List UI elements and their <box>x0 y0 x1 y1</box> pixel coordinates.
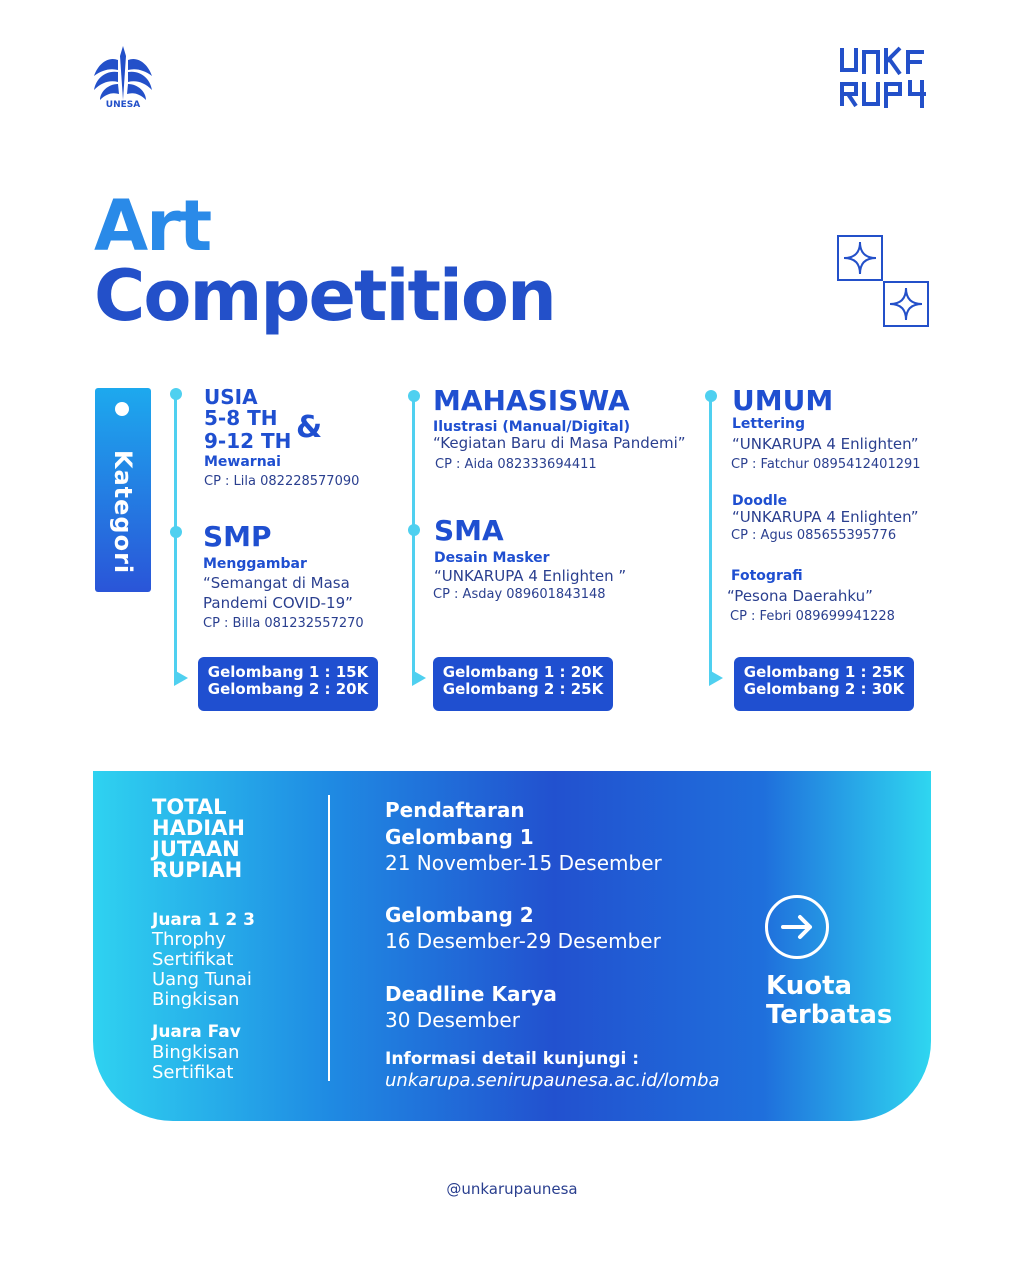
unesa-logo-text: UNESA <box>105 100 141 110</box>
unkarupa-logo-icon <box>838 44 934 112</box>
fav-item: Sertifikat <box>152 1062 234 1083</box>
fav-item: Bingkisan <box>152 1042 240 1063</box>
title-art: Art <box>94 185 211 267</box>
price-g2: Gelombang 2 : 25K <box>442 680 604 698</box>
juara-head: Juara 1 2 3 <box>152 910 255 930</box>
price-g1: Gelombang 1 : 15K <box>207 663 369 681</box>
usia-range-1: 5-8 TH <box>204 406 278 430</box>
info-url-link[interactable]: unkarupa.senirupaunesa.ac.id/lomba <box>385 1070 720 1091</box>
timeline-dot <box>408 524 420 536</box>
usia-range-2: 9-12 TH <box>204 429 292 453</box>
juara-item: Uang Tunai <box>152 969 252 990</box>
smp-cp: CP : Billa 081232557270 <box>203 616 364 631</box>
juara-item: Throphy <box>152 929 226 950</box>
price-g2: Gelombang 2 : 20K <box>207 680 369 698</box>
unkarupa-logo <box>838 44 934 112</box>
price-g2: Gelombang 2 : 30K <box>743 680 905 698</box>
sma-heading: SMA <box>434 514 504 547</box>
prize-head-4: RUPIAH <box>152 858 243 882</box>
timeline-arrow-icon <box>174 670 188 686</box>
juara-item: Bingkisan <box>152 989 240 1010</box>
kuota-label <box>766 972 892 1030</box>
lettering-cp: CP : Fatchur 0895412401291 <box>731 457 921 472</box>
price-box-2 <box>433 657 613 711</box>
timeline-arrow-icon <box>412 670 426 686</box>
price-box-1 <box>198 657 378 711</box>
title-competition: Competition <box>94 255 555 337</box>
arrow-right-icon <box>768 898 826 956</box>
mahasiswa-sub: Ilustrasi (Manual/Digital) <box>433 419 631 435</box>
lettering-theme: “UNKARUPA 4 Enlighten” <box>732 435 919 453</box>
kategori-label: Kategori <box>109 449 137 575</box>
doodle-sub: Doodle <box>732 493 788 509</box>
juara-item: Sertifikat <box>152 949 234 970</box>
sparkle-icon <box>836 234 932 330</box>
timeline-dot <box>170 526 182 538</box>
gelombang2-head: Gelombang 2 <box>385 903 534 927</box>
mahasiswa-heading: MAHASISWA <box>433 384 630 417</box>
timeline-dot <box>170 388 182 400</box>
smp-theme-2: Pandemi COVID-19” <box>203 594 353 612</box>
arrow-right-button[interactable] <box>765 895 829 959</box>
mahasiswa-cp: CP : Aida 082333694411 <box>435 457 597 472</box>
doodle-cp: CP : Agus 085655395776 <box>731 528 897 543</box>
usia-cp: CP : Lila 082228577090 <box>204 474 360 489</box>
timeline-line-3 <box>709 392 712 678</box>
doodle-theme: “UNKARUPA 4 Enlighten” <box>732 508 919 526</box>
sma-sub: Desain Masker <box>434 550 550 566</box>
kuota-line-1: Kuota <box>766 971 853 1001</box>
smp-theme-1: “Semangat di Masa <box>203 574 350 592</box>
timeline-dot <box>705 390 717 402</box>
price-g1: Gelombang 1 : 25K <box>743 663 905 681</box>
usia-ampersand: & <box>296 410 323 445</box>
unesa-logo <box>88 42 158 114</box>
deadline-date: 30 Desember <box>385 1008 520 1032</box>
fav-head: Juara Fav <box>152 1022 241 1042</box>
mahasiswa-theme: “Kegiatan Baru di Masa Pandemi” <box>433 434 686 452</box>
sma-theme: “UNKARUPA 4 Enlighten ” <box>434 567 627 585</box>
fotografi-cp: CP : Febri 089699941228 <box>730 609 895 624</box>
info-head: Informasi detail kunjungi : <box>385 1049 640 1069</box>
timeline-dot <box>408 390 420 402</box>
prize-head-2: HADIAH <box>152 816 245 840</box>
fotografi-theme: “Pesona Daerahku” <box>727 587 873 605</box>
pendaftaran-head: Pendaftaran <box>385 798 525 822</box>
usia-sub: Mewarnai <box>204 454 281 470</box>
gelombang1-date: 21 November-15 Desember <box>385 851 662 875</box>
umum-heading: UMUM <box>732 384 834 417</box>
instagram-handle[interactable]: @unkarupaunesa <box>446 1180 578 1198</box>
deadline-head: Deadline Karya <box>385 982 557 1006</box>
sma-cp: CP : Asday 089601843148 <box>433 587 606 602</box>
price-g1: Gelombang 1 : 20K <box>442 663 604 681</box>
timeline-arrow-icon <box>709 670 723 686</box>
banner-divider <box>328 795 330 1081</box>
lettering-sub: Lettering <box>732 416 805 432</box>
smp-sub: Menggambar <box>203 556 307 572</box>
usia-heading: USIA <box>204 385 258 409</box>
price-box-3 <box>734 657 914 711</box>
kuota-line-2: Terbatas <box>766 1000 893 1030</box>
gelombang1-head: Gelombang 1 <box>385 825 534 849</box>
smp-heading: SMP <box>203 520 272 553</box>
gelombang2-date: 16 Desember-29 Desember <box>385 929 661 953</box>
sparkle-decoration <box>836 234 932 330</box>
kategori-dot <box>115 402 129 416</box>
prize-head-1: TOTAL <box>152 795 227 819</box>
prize-head-3: JUTAAN <box>152 837 240 861</box>
fotografi-sub: Fotografi <box>731 568 803 584</box>
